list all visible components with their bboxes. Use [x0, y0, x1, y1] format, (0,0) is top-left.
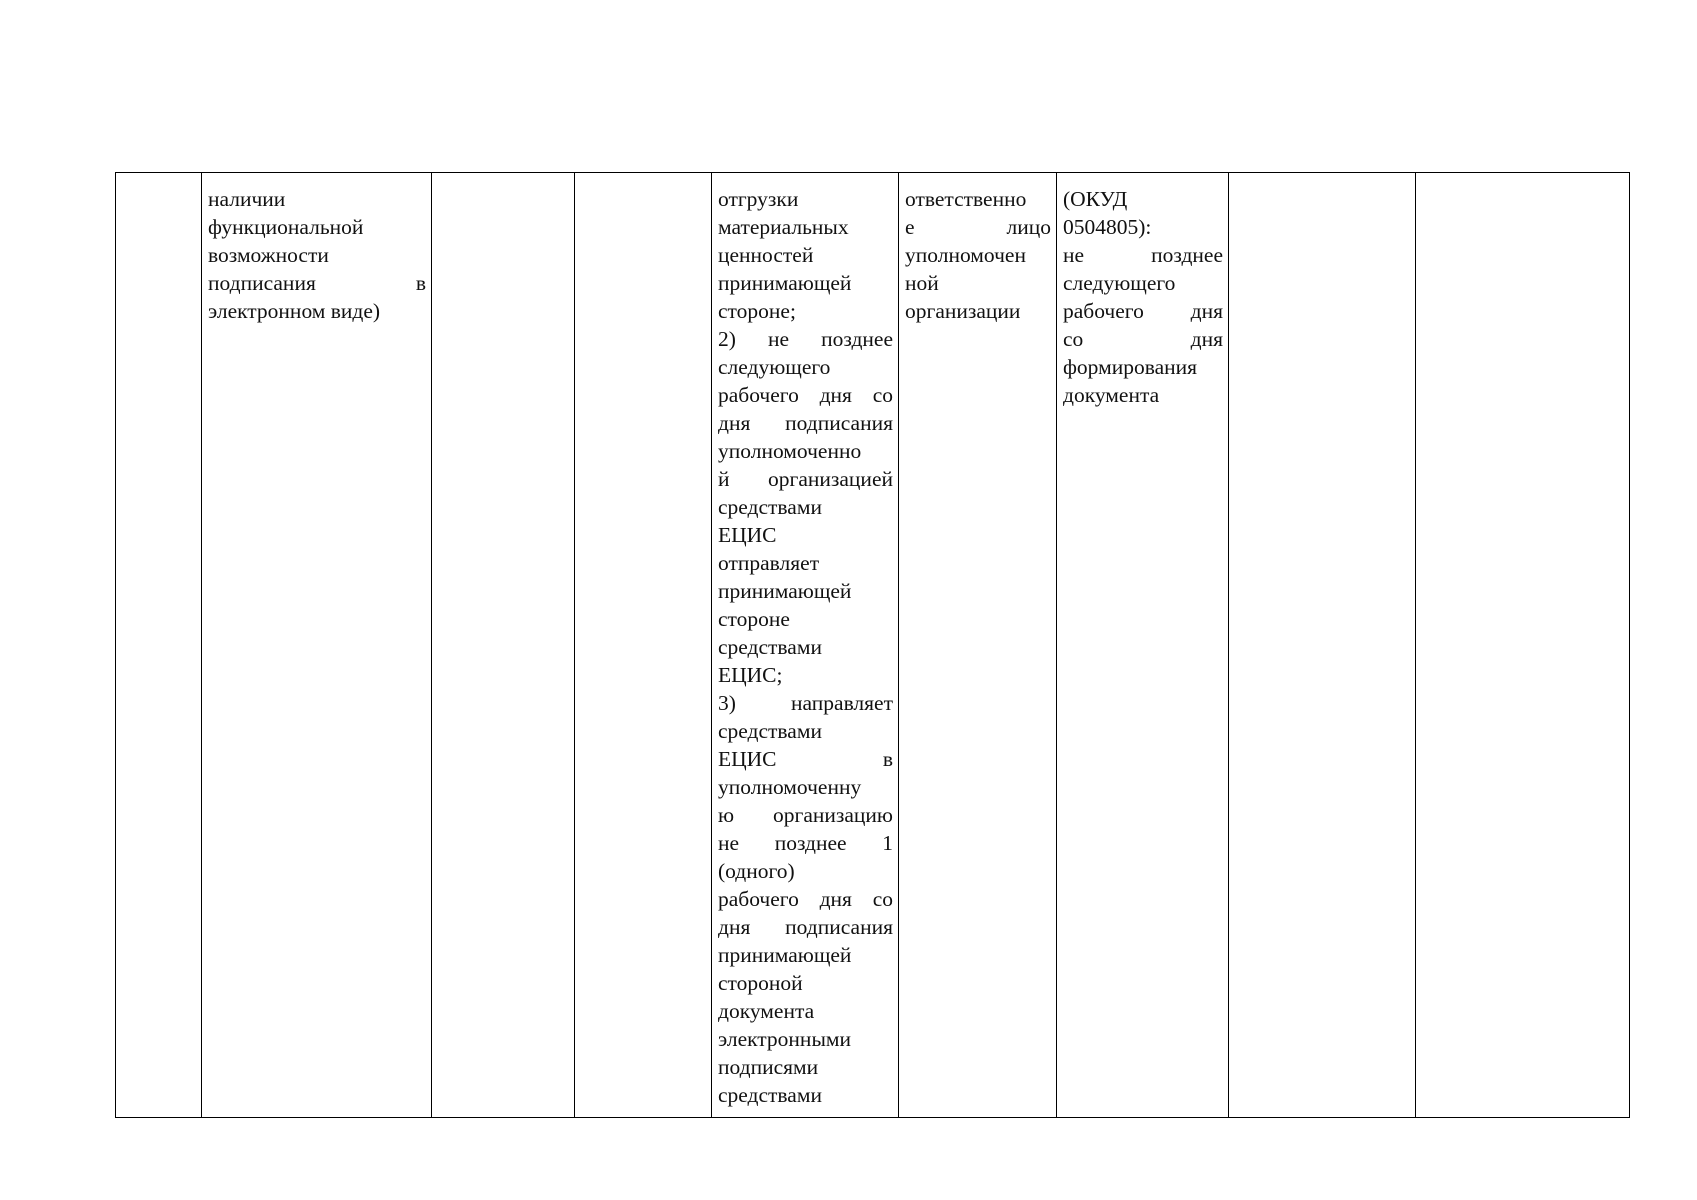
- table-cell-col-7: [1057, 173, 1229, 1118]
- cell-text-line: 0504805):: [1063, 215, 1152, 239]
- cell-text-line: ЕЦИС в: [718, 747, 893, 771]
- cell-text-line: формирования: [1063, 355, 1198, 379]
- document-table: [115, 172, 1630, 1118]
- table-cell-col-8: [1229, 173, 1416, 1118]
- cell-text-line: не позднее: [1063, 243, 1223, 267]
- cell-text-line: электронными: [718, 1027, 851, 1051]
- cell-text-line: принимающей: [718, 943, 852, 967]
- cell-text-line: ю организацию: [718, 803, 893, 827]
- cell-text-line: документа: [1063, 383, 1160, 407]
- table-cell-col-5: [712, 173, 899, 1118]
- cell-text-line: принимающей: [718, 579, 852, 603]
- cell-text-line: наличии: [208, 187, 286, 211]
- cell-text-line: отгрузки: [718, 187, 799, 211]
- cell-text-line: (ОКУД: [1063, 187, 1128, 211]
- table-cell-col-2: [202, 173, 432, 1118]
- cell-text-line: средствами: [718, 719, 822, 743]
- cell-text-line: материальных: [718, 215, 849, 239]
- cell-text-line: средствами: [718, 635, 822, 659]
- table-cell-col-3: [432, 173, 575, 1118]
- cell-text-line: 2) не позднее: [718, 327, 893, 351]
- table-cell-col-4: [575, 173, 712, 1118]
- cell-text-line: функциональной: [208, 215, 364, 239]
- cell-text-line: подписания в: [208, 271, 426, 295]
- table-row: [116, 173, 1630, 1118]
- cell-text-line: следующего: [718, 355, 831, 379]
- cell-text-line: возможности: [208, 243, 329, 267]
- table-cell-col-6: [899, 173, 1057, 1118]
- cell-text-line: уполномоченну: [718, 775, 862, 799]
- cell-text-line: средствами: [718, 495, 822, 519]
- cell-text-line: (одного): [718, 859, 795, 883]
- cell-text-line: стороне: [718, 607, 790, 631]
- cell-text-line: ценностей: [718, 243, 814, 267]
- cell-text-line: ной: [905, 271, 939, 295]
- cell-text-line: со дня: [1063, 327, 1223, 351]
- cell-text-line: стороной: [718, 971, 803, 995]
- cell-text-line: й организацией: [718, 467, 893, 491]
- cell-text-line: рабочего дня: [1063, 299, 1223, 323]
- cell-text-line: следующего: [1063, 271, 1176, 295]
- table-cell-col-1: [116, 173, 202, 1118]
- cell-text-line: организации: [905, 299, 1021, 323]
- table-cell-col-9: [1416, 173, 1630, 1118]
- cell-text-line: уполномочен: [905, 243, 1026, 267]
- cell-text-line: рабочего дня со: [718, 887, 893, 911]
- cell-text-line: дня подписания: [718, 411, 893, 435]
- cell-text-line: не позднее 1: [718, 831, 893, 855]
- cell-text-line: ЕЦИС: [718, 523, 777, 547]
- cell-text-line: ЕЦИС;: [718, 663, 783, 687]
- cell-text-line: электронном виде): [208, 299, 381, 323]
- cell-text-line: подписями: [718, 1055, 819, 1079]
- cell-text-line: рабочего дня со: [718, 383, 893, 407]
- cell-text-line: дня подписания: [718, 915, 893, 939]
- cell-text-line: принимающей: [718, 271, 852, 295]
- cell-text-line: стороне;: [718, 299, 796, 323]
- cell-text-line: ответственно: [905, 187, 1027, 211]
- cell-text-line: документа: [718, 999, 815, 1023]
- cell-text-line: средствами: [718, 1083, 822, 1107]
- cell-text-line: 3) направляет: [718, 691, 893, 715]
- cell-text-line: уполномоченно: [718, 439, 862, 463]
- cell-text-line: е лицо: [905, 215, 1051, 239]
- cell-text-line: отправляет: [718, 551, 820, 575]
